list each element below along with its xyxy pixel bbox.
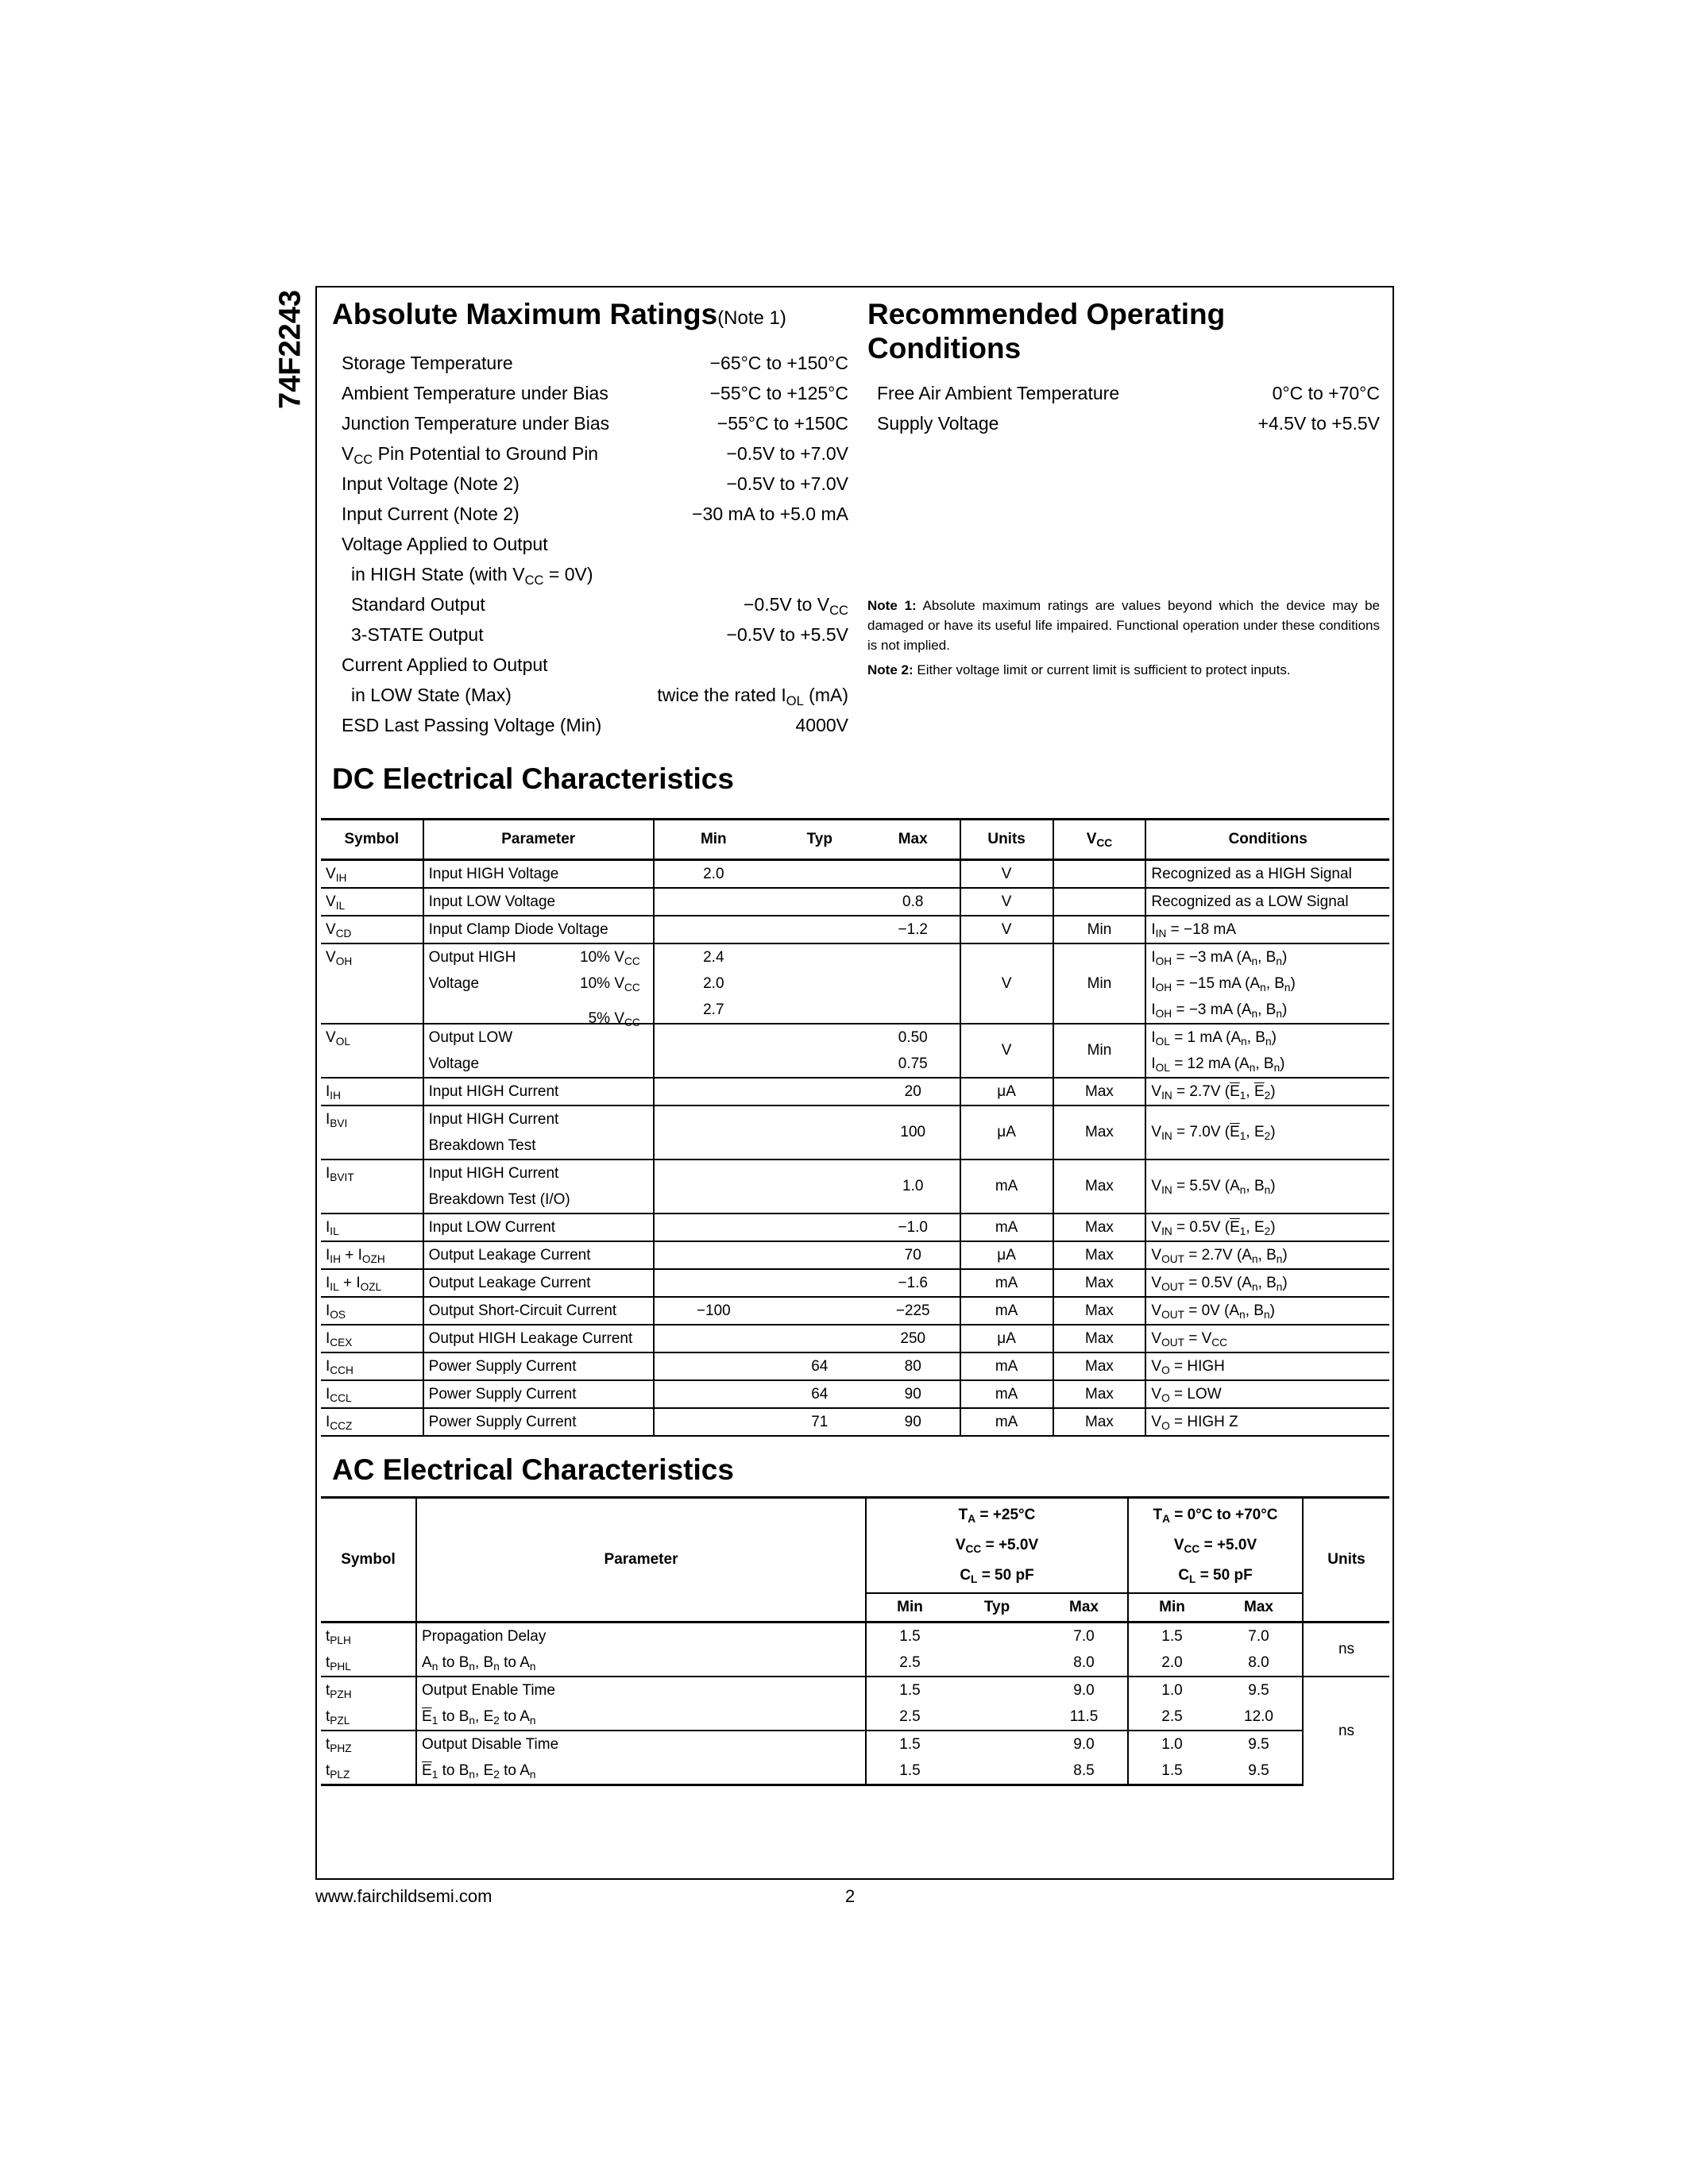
footnotes [867,596,1380,685]
amr-row: $V_{CC}$ Pin Potential to Ground Pin −0.5V to +7.0V [342,442,848,467]
roc-row: Free Air Ambient Temperature 0°C to +70°C [877,383,1380,404]
dc-title: DC Electrical Characteristics [332,762,734,795]
note-2: Note 2: Either voltage limit or current limit is sufficient to protect inputs. [867,662,1291,677]
table-row: $I_{IH}$ Input HIGH Current 20 μA Max $V_{IN} = 2.7V$ ($\overline{E}_1$, $\overline{E}_2$) [321,1078,1389,1106]
amr-row: ESD Last Passing Voltage (Min) 4000V [342,714,848,735]
table-row: $t_{PHL}$ $A_n$ to $B_n$, $B_n$ to $A_n$ 2.5 8.0 2.0 8.0 [321,1650,1389,1677]
roc-row: Supply Voltage +4.5V to +5.5V [877,413,1380,434]
amr-row: Standard Output −0.5V to $V_{CC}$ [351,593,848,618]
table-row: $t_{PZL}$ $\overline{E}_1$ to $B_n$, $E_2$ to $A_n$ 2.5 11.5 2.5 12.0 [321,1704,1389,1731]
amr-row: 3-STATE Output −0.5V to +5.5V [351,623,848,645]
recommended-operating-conditions [867,298,1380,438]
amr-row: Input Current (Note 2) −30 mA to +5.0 mA [342,503,848,524]
ac-table [321,1496,1389,1786]
table-row: $V_{OH}$ Output HIGH 10% $V_{CC}$ 2.4 V Min $I_{OH} = -3$ mA ($A_n$, $B_n$) [321,943,1389,970]
table-row: $V_{CD}$ Input Clamp Diode Voltage −1.2 V Min $I_{IN} = -18$ mA [321,916,1389,943]
table-row: $V_{IH}$ Input HIGH Voltage 2.0 V Recognized as a HIGH Signal [321,860,1389,889]
table-row: Breakdown Test (I/O) [321,1187,1389,1214]
amr-title: Absolute Maximum Ratings(Note 1) [332,298,786,330]
table-row: $I_{CCL}$ Power Supply Current 64 90 mA Max $V_O$ = LOW [321,1380,1389,1408]
table-row: $I_{BVI}$ Input HIGH Current 100 μA Max $V_{IN} = 7.0V$ ($\overline{E}_1$, $E_2$) [321,1106,1389,1133]
amr-row: Storage Temperature −65°C to +150°C [342,352,848,373]
table-row: $I_{IL} + I_{OZL}$ Output Leakage Current −1.6 mA Max $V_{OUT} = 0.5V$ ($A_n$, $B_n$) [321,1269,1389,1297]
roc-list [867,378,1380,438]
table-row: Voltage 0.75 $I_{OL} = 12$ mA ($A_n$, $B_n$) [321,1051,1389,1078]
side-part-number: 74F2243 [273,289,307,410]
amr-row: Voltage Applied to Output [342,533,548,554]
table-row: $I_{OS}$ Output Short-Circuit Current −100 −225 mA Max $V_{OUT} = 0V$ ($A_n$, $B_n$) [321,1297,1389,1325]
table-row: $t_{PLH}$ Propagation Delay 1.5 7.0 1.5 7.0 ns [321,1623,1389,1650]
table-row: $V_{IL}$ Input LOW Voltage 0.8 V Recognized as a LOW Signal [321,888,1389,916]
table-row: Breakdown Test [321,1133,1389,1160]
table-row: $V_{OL}$ Output LOW 0.50 V Min $I_{OL} = 1$ mA ($A_n$, $B_n$) [321,1024,1389,1051]
amr-row: Ambient Temperature under Bias −55°C to +125°C [342,382,848,403]
ac-subheader-row: Min Typ Max Min Max [321,1593,1389,1623]
table-row: $I_{IH} + I_{OZH}$ Output Leakage Current 70 μA Max $V_{OUT} = 2.7V$ ($A_n$, $B_n$) [321,1241,1389,1269]
table-row: Voltage 10% $V_{CC}$ 2.0 $I_{OH} = -15$ mA ($A_n$, $B_n$) [321,970,1389,997]
table-row: $t_{PZH}$ Output Enable Time 1.5 9.0 1.0 9.5 ns [321,1677,1389,1704]
dc-header-row: Symbol Parameter Min Typ Max Units $V_{CC}$ Conditions [321,820,1389,860]
table-row: $I_{CCZ}$ Power Supply Current 71 90 mA Max $V_O$ = HIGH Z [321,1408,1389,1436]
table-row: $t_{PLZ}$ $\overline{E}_1$ to $B_n$, $E_2$ to $A_n$ 1.5 8.5 1.5 9.5 [321,1758,1389,1785]
table-row: $t_{PHZ}$ Output Disable Time 1.5 9.0 1.0 9.5 [321,1731,1389,1758]
note-1: Note 1: Absolute maximum ratings are values beyond which the device may be damaged or have its useful life impaired. Functional operation under these conditions is not implied. [867,598,1380,653]
table-row: $I_{CEX}$ Output HIGH Leakage Current 250 μA Max $V_{OUT} = V_{CC}$ [321,1325,1389,1352]
table-row: $I_{IL}$ Input LOW Current −1.0 mA Max $V_{IN} = 0.5V$ ($\overline{E}_1$, $E_2$) [321,1214,1389,1241]
table-row: $I_{BVIT}$ Input HIGH Current 1.0 mA Max $V_{IN} = 5.5V$ ($A_n$, $B_n$) [321,1160,1389,1187]
footer-url[interactable]: www.fairchildsemi.com [315,1886,492,1906]
ac-title: AC Electrical Characteristics [332,1453,734,1486]
absolute-maximum-ratings [332,298,848,740]
ac-header-row: Symbol Parameter $T_A = +25^\circ C$ $V_{CC} = +5.0V$ $C_L = 50$ pF $T_A = 0^\circ C$ to +70°C $V_{CC} = +5.0V$ $C_L = 50$ pF Units [321,1498,1389,1594]
dc-table [321,818,1389,1437]
amr-list [332,348,848,740]
table-row: $I_{CCH}$ Power Supply Current 64 80 mA Max $V_O$ = HIGH [321,1352,1389,1380]
page-number: 2 [845,1886,856,1906]
table-row: 5% $V_{CC}$ 2.7 $I_{OH} = -3$ mA ($A_n$, $B_n$) [321,997,1389,1024]
amr-row: Junction Temperature under Bias −55°C to +150C [342,412,848,434]
amr-row: in LOW State (Max) twice the rated $I_{OL}$ (mA) [351,684,848,708]
amr-row: Current Applied to Output [342,654,548,675]
amr-row: in HIGH State (with $V_{CC} = 0V$) [351,563,593,588]
amr-row: Input Voltage (Note 2) −0.5V to +7.0V [342,473,848,494]
roc-title: Recommended Operating Conditions [867,298,1226,365]
